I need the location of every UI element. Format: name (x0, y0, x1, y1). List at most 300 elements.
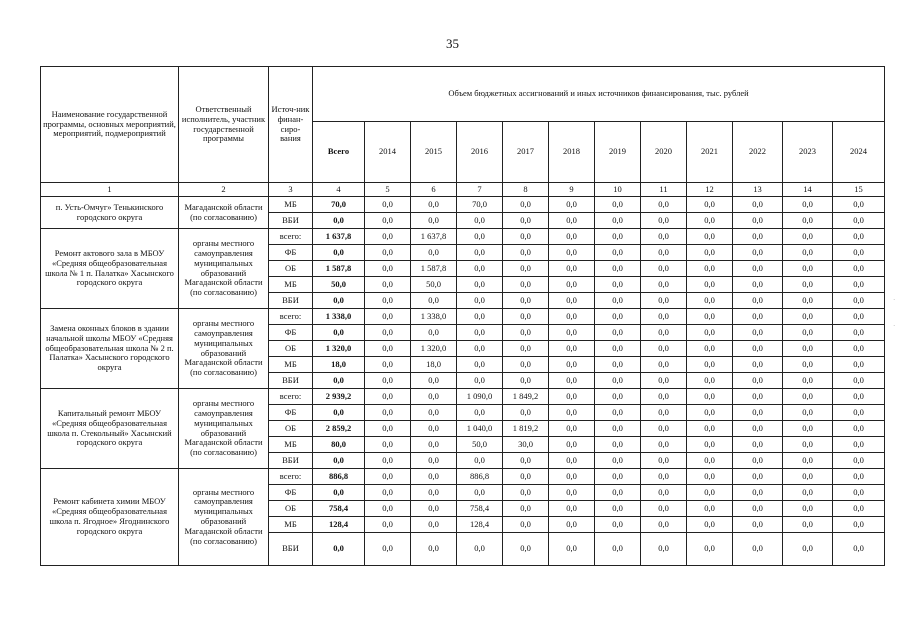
total-cell: 70,0 (313, 197, 365, 213)
year-value-cell: 0,0 (549, 453, 595, 469)
year-value-cell: 0,0 (733, 325, 783, 341)
total-cell: 18,0 (313, 357, 365, 373)
year-value-cell: 0,0 (457, 533, 503, 566)
year-value-cell: 0,0 (833, 501, 885, 517)
year-value-cell: 0,0 (365, 261, 411, 277)
year-value-cell: 0,0 (549, 437, 595, 453)
year-value-cell: 0,0 (687, 261, 733, 277)
year-value-cell: 0,0 (595, 437, 641, 453)
year-value-cell: 0,0 (411, 501, 457, 517)
year-value-cell: 0,0 (833, 373, 885, 389)
year-value-cell: 0,0 (783, 421, 833, 437)
total-cell: 2 859,2 (313, 421, 365, 437)
year-value-cell: 0,0 (457, 293, 503, 309)
scan-mark: · (893, 322, 896, 330)
year-value-cell: 0,0 (783, 517, 833, 533)
year-value-cell: 0,0 (641, 325, 687, 341)
year-value-cell: 0,0 (411, 437, 457, 453)
year-value-cell: 0,0 (733, 485, 783, 501)
year-value-cell: 0,0 (687, 197, 733, 213)
year-value-cell: 0,0 (549, 245, 595, 261)
total-cell: 0,0 (313, 245, 365, 261)
year-value-cell: 0,0 (457, 213, 503, 229)
year-value-cell: 1 338,0 (411, 309, 457, 325)
year-value-cell: 0,0 (595, 341, 641, 357)
year-value-cell: 0,0 (549, 485, 595, 501)
year-value-cell: 0,0 (687, 517, 733, 533)
total-cell: 1 637,8 (313, 229, 365, 245)
funding-source: ФБ (269, 485, 313, 501)
total-cell: 0,0 (313, 293, 365, 309)
year-value-cell: 0,0 (595, 261, 641, 277)
year-value-cell: 0,0 (595, 245, 641, 261)
header-name: Наименование государственной программы, основных мероприятий, мероприятий, подмероприятий (41, 67, 179, 183)
year-value-cell: 0,0 (595, 309, 641, 325)
table-row (41, 309, 885, 325)
responsible-executor: органы местного самоуправления муниципальных образований Магаданской области (по согласованию) (179, 229, 269, 309)
column-index: 2 (179, 183, 269, 197)
year-value-cell: 0,0 (783, 501, 833, 517)
year-value-cell: 0,0 (833, 437, 885, 453)
year-value-cell: 0,0 (549, 389, 595, 405)
year-value-cell: 0,0 (365, 325, 411, 341)
year-value-cell: 0,0 (833, 485, 885, 501)
total-cell: 0,0 (313, 485, 365, 501)
year-value-cell: 0,0 (595, 485, 641, 501)
year-value-cell: 128,4 (457, 517, 503, 533)
year-value-cell: 0,0 (365, 517, 411, 533)
year-value-cell: 0,0 (641, 197, 687, 213)
year-value-cell: 0,0 (411, 293, 457, 309)
year-value-cell: 0,0 (365, 229, 411, 245)
total-cell: 1 338,0 (313, 309, 365, 325)
year-value-cell: 0,0 (783, 437, 833, 453)
column-index: 1 (41, 183, 179, 197)
year-value-cell: 30,0 (503, 437, 549, 453)
funding-source: ВБИ (269, 293, 313, 309)
funding-source: МБ (269, 517, 313, 533)
year-value-cell: 0,0 (687, 437, 733, 453)
year-value-cell: 0,0 (783, 213, 833, 229)
year-value-cell: 1 637,8 (411, 229, 457, 245)
year-value-cell: 0,0 (411, 453, 457, 469)
year-value-cell: 0,0 (503, 453, 549, 469)
year-value-cell: 0,0 (457, 245, 503, 261)
funding-source: ФБ (269, 405, 313, 421)
year-value-cell: 1 849,2 (503, 389, 549, 405)
total-cell: 2 939,2 (313, 389, 365, 405)
year-value-cell: 0,0 (595, 469, 641, 485)
year-value-cell: 1 040,0 (457, 421, 503, 437)
column-index: 6 (411, 183, 457, 197)
funding-source: ВБИ (269, 453, 313, 469)
year-value-cell: 0,0 (457, 485, 503, 501)
header-total: Всего (313, 122, 365, 183)
year-value-cell: 0,0 (733, 453, 783, 469)
header-year: 2021 (687, 122, 733, 183)
year-value-cell: 0,0 (783, 197, 833, 213)
year-value-cell: 0,0 (641, 277, 687, 293)
year-value-cell: 0,0 (365, 485, 411, 501)
year-value-cell: 0,0 (833, 293, 885, 309)
year-value-cell: 0,0 (833, 421, 885, 437)
year-value-cell: 0,0 (549, 533, 595, 566)
total-cell: 758,4 (313, 501, 365, 517)
funding-source: ОБ (269, 341, 313, 357)
total-cell: 0,0 (313, 213, 365, 229)
year-value-cell: 0,0 (641, 517, 687, 533)
year-value-cell: 0,0 (833, 261, 885, 277)
year-value-cell: 0,0 (503, 197, 549, 213)
year-value-cell: 0,0 (641, 213, 687, 229)
year-value-cell: 0,0 (457, 277, 503, 293)
year-value-cell: 0,0 (687, 213, 733, 229)
year-value-cell: 0,0 (411, 389, 457, 405)
year-value-cell: 0,0 (503, 277, 549, 293)
year-value-cell: 0,0 (595, 229, 641, 245)
year-value-cell: 0,0 (365, 197, 411, 213)
year-value-cell: 0,0 (687, 373, 733, 389)
year-value-cell: 1 090,0 (457, 389, 503, 405)
year-value-cell: 0,0 (733, 469, 783, 485)
year-value-cell: 0,0 (687, 405, 733, 421)
year-value-cell: 0,0 (783, 405, 833, 421)
year-value-cell: 0,0 (687, 485, 733, 501)
funding-source: ОБ (269, 421, 313, 437)
year-value-cell: 0,0 (641, 501, 687, 517)
year-value-cell: 0,0 (641, 453, 687, 469)
year-value-cell: 0,0 (687, 277, 733, 293)
year-value-cell: 0,0 (503, 213, 549, 229)
header-source: Источ-ник финан-сиро-вания (269, 67, 313, 183)
year-value-cell: 0,0 (595, 197, 641, 213)
year-value-cell: 0,0 (687, 533, 733, 566)
year-value-cell: 0,0 (641, 485, 687, 501)
year-value-cell: 0,0 (365, 469, 411, 485)
year-value-cell: 0,0 (783, 325, 833, 341)
year-value-cell: 0,0 (641, 357, 687, 373)
column-index: 13 (733, 183, 783, 197)
year-value-cell: 0,0 (503, 533, 549, 566)
year-value-cell: 0,0 (783, 469, 833, 485)
responsible-executor: органы местного самоуправления муниципальных образований Магаданской области (по согласованию) (179, 309, 269, 389)
year-value-cell: 0,0 (549, 325, 595, 341)
year-value-cell: 0,0 (503, 501, 549, 517)
year-value-cell: 0,0 (549, 293, 595, 309)
activity-name: Ремонт кабинета химии МБОУ «Средняя общеобразовательная школа п. Ягодное» Ягоднинского городского округа (41, 469, 179, 566)
year-value-cell: 0,0 (641, 421, 687, 437)
year-value-cell: 0,0 (365, 309, 411, 325)
year-value-cell: 0,0 (365, 341, 411, 357)
year-value-cell: 0,0 (783, 309, 833, 325)
year-value-cell: 0,0 (783, 245, 833, 261)
year-value-cell: 0,0 (365, 245, 411, 261)
year-value-cell: 0,0 (503, 325, 549, 341)
budget-table (40, 66, 885, 566)
header-year: 2015 (411, 122, 457, 183)
year-value-cell: 0,0 (595, 453, 641, 469)
year-value-cell: 0,0 (641, 389, 687, 405)
year-value-cell: 0,0 (365, 533, 411, 566)
year-value-cell: 0,0 (549, 213, 595, 229)
funding-source: ОБ (269, 501, 313, 517)
year-value-cell: 0,0 (503, 229, 549, 245)
table-row (41, 389, 885, 405)
year-value-cell: 0,0 (833, 533, 885, 566)
funding-source: МБ (269, 437, 313, 453)
year-value-cell: 0,0 (549, 517, 595, 533)
year-value-cell: 0,0 (783, 485, 833, 501)
header-year: 2018 (549, 122, 595, 183)
activity-name: п. Усть-Омчуг» Тенькинского городского округа (41, 197, 179, 229)
year-value-cell: 0,0 (503, 261, 549, 277)
year-value-cell: 0,0 (783, 341, 833, 357)
year-value-cell: 0,0 (549, 357, 595, 373)
year-value-cell: 0,0 (733, 389, 783, 405)
column-index: 11 (641, 183, 687, 197)
header-volume: Объем бюджетных ассигнований и иных источников финансирования, тыс. рублей (313, 67, 885, 122)
total-cell: 0,0 (313, 533, 365, 566)
year-value-cell: 70,0 (457, 197, 503, 213)
column-index: 9 (549, 183, 595, 197)
total-cell: 50,0 (313, 277, 365, 293)
total-cell: 80,0 (313, 437, 365, 453)
year-value-cell: 1 819,2 (503, 421, 549, 437)
year-value-cell: 886,8 (457, 469, 503, 485)
year-value-cell: 50,0 (457, 437, 503, 453)
year-value-cell: 0,0 (549, 405, 595, 421)
funding-source: ФБ (269, 325, 313, 341)
year-value-cell: 0,0 (549, 197, 595, 213)
year-value-cell: 0,0 (503, 245, 549, 261)
column-index: 10 (595, 183, 641, 197)
year-value-cell: 0,0 (833, 229, 885, 245)
year-value-cell: 0,0 (641, 293, 687, 309)
total-cell: 0,0 (313, 453, 365, 469)
year-value-cell: 0,0 (833, 357, 885, 373)
year-value-cell: 0,0 (411, 469, 457, 485)
funding-source: ВБИ (269, 533, 313, 566)
year-value-cell: 0,0 (783, 261, 833, 277)
total-cell: 1 587,8 (313, 261, 365, 277)
total-cell: 1 320,0 (313, 341, 365, 357)
funding-source: ВБИ (269, 213, 313, 229)
year-value-cell: 0,0 (503, 469, 549, 485)
year-value-cell: 0,0 (595, 213, 641, 229)
year-value-cell: 18,0 (411, 357, 457, 373)
funding-source: МБ (269, 277, 313, 293)
column-index: 4 (313, 183, 365, 197)
header-year: 2022 (733, 122, 783, 183)
year-value-cell: 0,0 (687, 501, 733, 517)
year-value-cell: 0,0 (595, 421, 641, 437)
year-value-cell: 0,0 (833, 309, 885, 325)
funding-source: всего: (269, 229, 313, 245)
funding-source: всего: (269, 309, 313, 325)
year-value-cell: 0,0 (641, 405, 687, 421)
year-value-cell: 0,0 (365, 453, 411, 469)
header-year: 2014 (365, 122, 411, 183)
year-value-cell: 0,0 (833, 213, 885, 229)
year-value-cell: 0,0 (411, 245, 457, 261)
year-value-cell: 0,0 (687, 309, 733, 325)
year-value-cell: 0,0 (503, 293, 549, 309)
header-year: 2017 (503, 122, 549, 183)
column-index: 14 (783, 183, 833, 197)
year-value-cell: 50,0 (411, 277, 457, 293)
year-value-cell: 0,0 (549, 261, 595, 277)
year-value-cell: 0,0 (833, 517, 885, 533)
year-value-cell: 0,0 (783, 533, 833, 566)
year-value-cell: 0,0 (549, 373, 595, 389)
year-value-cell: 0,0 (733, 277, 783, 293)
year-value-cell: 0,0 (549, 421, 595, 437)
year-value-cell: 0,0 (411, 485, 457, 501)
activity-name: Ремонт актового зала в МБОУ «Средняя общеобразовательная школа № 1 п. Палатка» Хасынского городского округа (41, 229, 179, 309)
year-value-cell: 0,0 (411, 533, 457, 566)
year-value-cell: 0,0 (457, 309, 503, 325)
year-value-cell: 0,0 (783, 389, 833, 405)
year-value-cell: 0,0 (641, 309, 687, 325)
year-value-cell: 0,0 (687, 357, 733, 373)
year-value-cell: 0,0 (833, 405, 885, 421)
year-value-cell: 0,0 (733, 309, 783, 325)
year-value-cell: 0,0 (595, 373, 641, 389)
responsible-executor: органы местного самоуправления муниципальных образований Магаданской области (по согласованию) (179, 469, 269, 566)
year-value-cell: 0,0 (733, 437, 783, 453)
year-value-cell: 0,0 (457, 341, 503, 357)
year-value-cell: 0,0 (733, 293, 783, 309)
table-row (41, 229, 885, 245)
scan-mark: · (893, 296, 896, 304)
year-value-cell: 0,0 (503, 485, 549, 501)
year-value-cell: 0,0 (641, 229, 687, 245)
year-value-cell: 0,0 (833, 245, 885, 261)
year-value-cell: 0,0 (411, 197, 457, 213)
year-value-cell: 0,0 (733, 405, 783, 421)
year-value-cell: 0,0 (733, 357, 783, 373)
funding-source: МБ (269, 197, 313, 213)
year-value-cell: 0,0 (549, 309, 595, 325)
year-value-cell: 0,0 (733, 229, 783, 245)
funding-source: всего: (269, 469, 313, 485)
funding-source: ВБИ (269, 373, 313, 389)
year-value-cell: 0,0 (641, 245, 687, 261)
year-value-cell: 0,0 (365, 293, 411, 309)
year-value-cell: 0,0 (833, 389, 885, 405)
year-value-cell: 0,0 (833, 453, 885, 469)
column-index: 8 (503, 183, 549, 197)
page-number: 35 (446, 36, 459, 51)
year-value-cell: 0,0 (783, 357, 833, 373)
year-value-cell: 0,0 (411, 421, 457, 437)
year-value-cell: 1 587,8 (411, 261, 457, 277)
year-value-cell: 0,0 (457, 357, 503, 373)
year-value-cell: 0,0 (503, 309, 549, 325)
table-row (41, 469, 885, 485)
year-value-cell: 0,0 (833, 341, 885, 357)
responsible-executor: Магаданской области (по согласованию) (179, 197, 269, 229)
year-value-cell: 0,0 (503, 357, 549, 373)
year-value-cell: 0,0 (641, 469, 687, 485)
year-value-cell: 0,0 (733, 501, 783, 517)
year-value-cell: 0,0 (783, 373, 833, 389)
year-value-cell: 0,0 (595, 293, 641, 309)
year-value-cell: 0,0 (365, 213, 411, 229)
year-value-cell: 0,0 (411, 517, 457, 533)
year-value-cell: 0,0 (733, 341, 783, 357)
year-value-cell: 0,0 (733, 533, 783, 566)
year-value-cell: 0,0 (687, 341, 733, 357)
column-index: 12 (687, 183, 733, 197)
year-value-cell: 0,0 (595, 405, 641, 421)
year-value-cell: 0,0 (549, 341, 595, 357)
year-value-cell: 0,0 (503, 373, 549, 389)
year-value-cell: 0,0 (457, 325, 503, 341)
column-index: 3 (269, 183, 313, 197)
total-cell: 0,0 (313, 325, 365, 341)
year-value-cell: 0,0 (687, 469, 733, 485)
year-value-cell: 0,0 (833, 325, 885, 341)
year-value-cell: 0,0 (733, 197, 783, 213)
year-value-cell: 0,0 (457, 261, 503, 277)
header-responsible: Ответственный исполнитель, участник государственной программы (179, 67, 269, 183)
year-value-cell: 0,0 (411, 405, 457, 421)
year-value-cell: 0,0 (733, 213, 783, 229)
year-value-cell: 0,0 (833, 469, 885, 485)
year-value-cell: 0,0 (687, 421, 733, 437)
total-cell: 128,4 (313, 517, 365, 533)
column-index: 5 (365, 183, 411, 197)
column-index: 7 (457, 183, 503, 197)
year-value-cell: 0,0 (365, 421, 411, 437)
year-value-cell: 0,0 (595, 277, 641, 293)
year-value-cell: 0,0 (411, 213, 457, 229)
year-value-cell: 0,0 (783, 277, 833, 293)
header-year: 2020 (641, 122, 687, 183)
year-value-cell: 0,0 (783, 293, 833, 309)
year-value-cell: 0,0 (687, 453, 733, 469)
year-value-cell: 0,0 (549, 469, 595, 485)
year-value-cell: 0,0 (503, 341, 549, 357)
year-value-cell: 0,0 (595, 389, 641, 405)
year-value-cell: 0,0 (549, 229, 595, 245)
funding-source: ФБ (269, 245, 313, 261)
year-value-cell: 0,0 (549, 501, 595, 517)
year-value-cell: 0,0 (457, 453, 503, 469)
year-value-cell: 0,0 (503, 405, 549, 421)
year-value-cell: 0,0 (365, 357, 411, 373)
header-year: 2023 (783, 122, 833, 183)
year-value-cell: 0,0 (457, 229, 503, 245)
year-value-cell: 0,0 (365, 501, 411, 517)
year-value-cell: 0,0 (687, 293, 733, 309)
year-value-cell: 0,0 (641, 373, 687, 389)
year-value-cell: 0,0 (833, 277, 885, 293)
year-value-cell: 0,0 (457, 405, 503, 421)
year-value-cell: 0,0 (365, 405, 411, 421)
year-value-cell: 0,0 (733, 261, 783, 277)
column-index: 15 (833, 183, 885, 197)
funding-source: ОБ (269, 261, 313, 277)
year-value-cell: 0,0 (641, 261, 687, 277)
year-value-cell: 0,0 (783, 229, 833, 245)
year-value-cell: 0,0 (365, 389, 411, 405)
year-value-cell: 0,0 (733, 421, 783, 437)
year-value-cell: 0,0 (457, 373, 503, 389)
year-value-cell: 0,0 (733, 517, 783, 533)
year-value-cell: 0,0 (641, 341, 687, 357)
